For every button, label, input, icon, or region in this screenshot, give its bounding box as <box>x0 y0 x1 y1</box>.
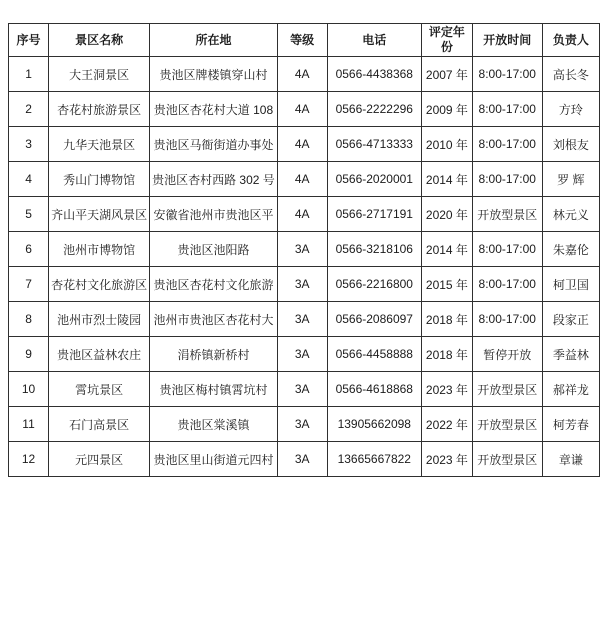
table-cell: 柯芳春 <box>542 407 599 442</box>
table-row <box>9 372 600 407</box>
table-cell: 7 <box>9 267 49 302</box>
table-cell: 池州市烈士陵园 <box>49 302 150 337</box>
scenic-areas-table <box>8 23 600 477</box>
table-cell: 2010 年 <box>422 127 473 162</box>
table-cell: 2015 年 <box>422 267 473 302</box>
column-header-6: 开放时间 <box>472 24 542 57</box>
column-header-3: 等级 <box>277 24 327 57</box>
table-row <box>9 127 600 162</box>
table-row <box>9 197 600 232</box>
table-cell: 2007 年 <box>422 57 473 92</box>
table-cell: 8:00-17:00 <box>472 232 542 267</box>
table-cell: 3A <box>277 372 327 407</box>
header-row <box>9 24 600 57</box>
table-cell: 章谦 <box>542 442 599 477</box>
table-cell: 3A <box>277 302 327 337</box>
table-row <box>9 407 600 442</box>
table-row <box>9 302 600 337</box>
table-cell: 霄坑景区 <box>49 372 150 407</box>
column-header-4: 电话 <box>327 24 421 57</box>
table-cell: 柯卫国 <box>542 267 599 302</box>
table-cell: 0566-2717191 <box>327 197 421 232</box>
table-cell: 贵池区梅村镇霄坑村 <box>150 372 278 407</box>
table-cell: 1 <box>9 57 49 92</box>
table-cell: 2023 年 <box>422 372 473 407</box>
table-cell: 贵池区牌楼镇穿山村 <box>150 57 278 92</box>
table-cell: 13665667822 <box>327 442 421 477</box>
table-cell: 11 <box>9 407 49 442</box>
table-cell: 3 <box>9 127 49 162</box>
table-cell: 0566-4438368 <box>327 57 421 92</box>
table-cell: 2020 年 <box>422 197 473 232</box>
table-cell: 0566-2222296 <box>327 92 421 127</box>
table-cell: 贵池区杏花村文化旅游 <box>150 267 278 302</box>
table-cell: 13905662098 <box>327 407 421 442</box>
table-cell: 贵池区杏花村大道 108 <box>150 92 278 127</box>
table-cell: 齐山平天湖风景区 <box>49 197 150 232</box>
table-cell: 2018 年 <box>422 302 473 337</box>
column-header-5: 评定年份 <box>422 24 473 57</box>
table-row <box>9 92 600 127</box>
table-cell: 开放型景区 <box>472 197 542 232</box>
table-cell: 8:00-17:00 <box>472 162 542 197</box>
table-cell: 12 <box>9 442 49 477</box>
table-cell: 9 <box>9 337 49 372</box>
table-cell: 6 <box>9 232 49 267</box>
table-cell: 安徽省池州市贵池区平 <box>150 197 278 232</box>
table-cell: 3A <box>277 407 327 442</box>
table-cell: 8:00-17:00 <box>472 127 542 162</box>
table-cell: 石门高景区 <box>49 407 150 442</box>
table-cell: 4A <box>277 197 327 232</box>
table-body <box>9 57 600 477</box>
table-cell: 4A <box>277 127 327 162</box>
table-cell: 暂停开放 <box>472 337 542 372</box>
table-cell: 贵池区杏村西路 302 号 <box>150 162 278 197</box>
table-cell: 九华天池景区 <box>49 127 150 162</box>
table-cell: 贵池区池阳路 <box>150 232 278 267</box>
table-cell: 大王洞景区 <box>49 57 150 92</box>
table-cell: 2022 年 <box>422 407 473 442</box>
table-cell: 8:00-17:00 <box>472 302 542 337</box>
table-cell: 0566-3218106 <box>327 232 421 267</box>
table-cell: 0566-2020001 <box>327 162 421 197</box>
table-cell: 池州市博物馆 <box>49 232 150 267</box>
table-cell: 8:00-17:00 <box>472 57 542 92</box>
column-header-7: 负责人 <box>542 24 599 57</box>
table-cell: 元四景区 <box>49 442 150 477</box>
table-row <box>9 267 600 302</box>
table-cell: 池州市贵池区杏花村大 <box>150 302 278 337</box>
table-cell: 3A <box>277 442 327 477</box>
table-cell: 罗 辉 <box>542 162 599 197</box>
table-cell: 2018 年 <box>422 337 473 372</box>
table-cell: 3A <box>277 232 327 267</box>
table-cell: 0566-4618868 <box>327 372 421 407</box>
table-cell: 8:00-17:00 <box>472 92 542 127</box>
table-cell: 2023 年 <box>422 442 473 477</box>
table-cell: 段家正 <box>542 302 599 337</box>
column-header-1: 景区名称 <box>49 24 150 57</box>
table-cell: 杏花村旅游景区 <box>49 92 150 127</box>
column-header-0: 序号 <box>9 24 49 57</box>
table-cell: 秀山门博物馆 <box>49 162 150 197</box>
table-cell: 0566-4713333 <box>327 127 421 162</box>
table-cell: 开放型景区 <box>472 442 542 477</box>
table-row <box>9 57 600 92</box>
table-cell: 3A <box>277 267 327 302</box>
table-cell: 朱嘉伦 <box>542 232 599 267</box>
table-cell: 3A <box>277 337 327 372</box>
table-cell: 刘根友 <box>542 127 599 162</box>
table-cell: 贵池区里山街道元四村 <box>150 442 278 477</box>
table-cell: 贵池区马衙街道办事处 <box>150 127 278 162</box>
table-cell: 0566-2216800 <box>327 267 421 302</box>
table-cell: 4A <box>277 57 327 92</box>
table-cell: 8 <box>9 302 49 337</box>
table-cell: 杏花村文化旅游区 <box>49 267 150 302</box>
table-cell: 开放型景区 <box>472 407 542 442</box>
table-cell: 8:00-17:00 <box>472 267 542 302</box>
table-cell: 4A <box>277 92 327 127</box>
table-row <box>9 442 600 477</box>
table-cell: 10 <box>9 372 49 407</box>
table-cell: 郝祥龙 <box>542 372 599 407</box>
table-cell: 2009 年 <box>422 92 473 127</box>
table-cell: 0566-4458888 <box>327 337 421 372</box>
table-cell: 贵池区棠溪镇 <box>150 407 278 442</box>
table-cell: 0566-2086097 <box>327 302 421 337</box>
table-row <box>9 162 600 197</box>
table-cell: 2 <box>9 92 49 127</box>
table-row <box>9 337 600 372</box>
table-cell: 开放型景区 <box>472 372 542 407</box>
table-cell: 2014 年 <box>422 232 473 267</box>
table-cell: 贵池区益林农庄 <box>49 337 150 372</box>
table-row <box>9 232 600 267</box>
table-cell: 高长冬 <box>542 57 599 92</box>
table-cell: 林元义 <box>542 197 599 232</box>
table-cell: 方玲 <box>542 92 599 127</box>
table-cell: 4 <box>9 162 49 197</box>
table-cell: 4A <box>277 162 327 197</box>
table-cell: 涓桥镇新桥村 <box>150 337 278 372</box>
column-header-2: 所在地 <box>150 24 278 57</box>
table-cell: 2014 年 <box>422 162 473 197</box>
table-cell: 季益林 <box>542 337 599 372</box>
table-cell: 5 <box>9 197 49 232</box>
